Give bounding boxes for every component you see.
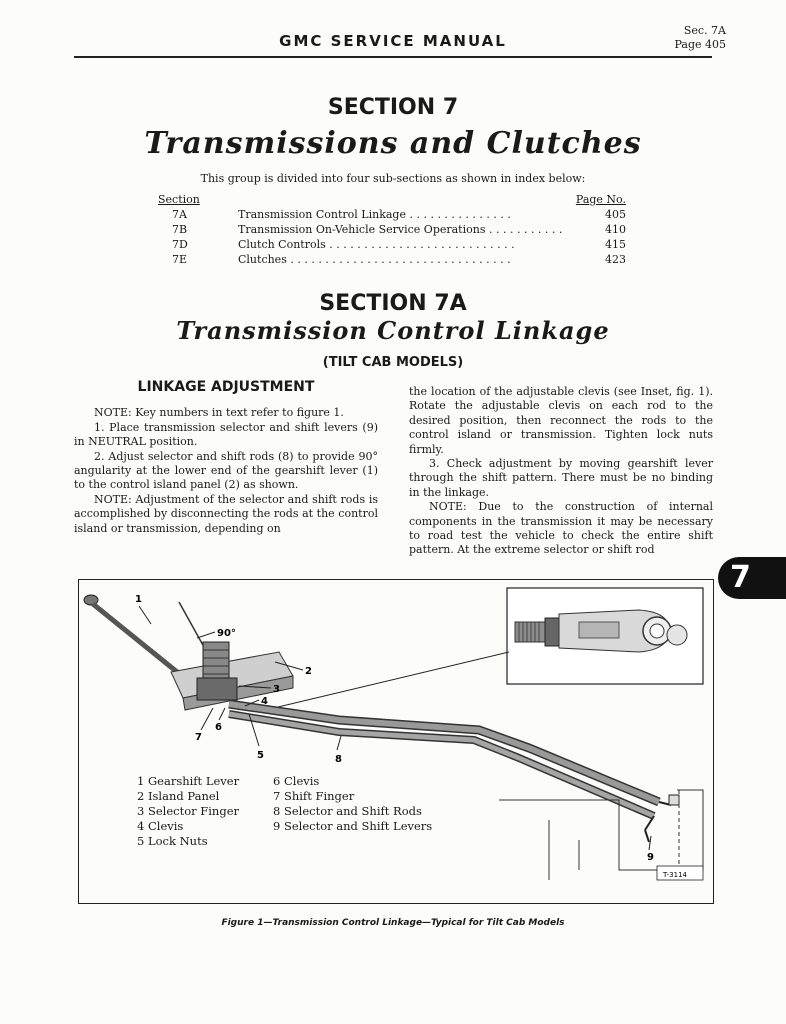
page-ref: Page 405: [674, 38, 726, 51]
index-title: Clutches: [238, 253, 287, 266]
body-left-column: [74, 380, 378, 536]
legend-item: 9 Selector and Shift Levers: [273, 819, 433, 833]
legend-item: 3 Selector Finger: [137, 804, 240, 818]
legend-item: 7 Shift Finger: [273, 789, 355, 803]
index-row: [158, 207, 626, 222]
legend-item: 2 Island Panel: [137, 789, 220, 803]
body-paragraph: 1. Place transmission selector and shift levers (9) in NEUTRAL position.: [74, 420, 378, 449]
body-paragraph: NOTE: Adjustment of the selector and shift rods is accomplished by disconnecting the rods at the control island or transmission, depending on: [74, 492, 378, 535]
index-header-page: Page No.: [575, 192, 626, 206]
section-script-title: Transmissions and Clutches: [144, 126, 642, 161]
callout-6: 6: [215, 722, 222, 733]
index-row: [158, 222, 626, 237]
index-header-section: Section: [158, 192, 200, 206]
callout-2: 2: [305, 666, 312, 677]
legend-item: 8 Selector and Shift Rods: [273, 804, 422, 818]
subsection-script-title: Transmission Control Linkage: [176, 316, 610, 345]
callout-7: 7: [195, 732, 202, 743]
running-title: GMC SERVICE MANUAL: [279, 32, 507, 50]
subsection-title: SECTION 7A: [319, 291, 467, 316]
callout-9: 9: [647, 852, 654, 863]
index-section: 7B: [172, 223, 188, 236]
body-paragraph: 3. Check adjustment by moving gearshift lever through the shift pattern. There must be no binding in the linkage.: [409, 457, 713, 499]
linkage-adjustment-heading: LINKAGE ADJUSTMENT: [137, 379, 315, 395]
body-paragraph: the location of the adjustable clevis (see Inset, fig. 1). Rotate the adjustable clevis on each rod to the desired position, then reconnect the rods to the control island or transmission. Tighten lock nuts firmly.: [409, 385, 713, 456]
index-section: 7D: [172, 238, 188, 251]
island-panel: [171, 642, 293, 710]
body-paragraph: NOTE: Key numbers in text refer to figure 1.: [94, 406, 344, 420]
body-paragraph: 2. Adjust selector and shift rods (8) to provide 90° angularity at the lower end of the gearshift lever (1) to the control island panel (2) as shown.: [74, 449, 378, 492]
illustration-tag: T-3114: [663, 871, 687, 879]
header-rule: [74, 56, 712, 58]
legend-item: 1 Gearshift Lever: [137, 774, 240, 788]
index-entry: Transmission Control Linkage . . . . . . . . . . . . . . .: [238, 208, 511, 221]
legend-item: 5 Lock Nuts: [137, 834, 208, 848]
index-section: 7E: [172, 253, 188, 266]
index-entry: Transmission On-Vehicle Service Operations . . . . . . . . . . .: [238, 223, 563, 236]
body-right-column: [409, 385, 713, 558]
legend-item: 4 Clevis: [137, 819, 184, 833]
callout-3: 3: [273, 684, 280, 695]
angle-label: 90°: [217, 628, 236, 639]
section-ref: Sec. 7A: [683, 24, 726, 37]
figure-caption: Figure 1—Transmission Control Linkage—Typical for Tilt Cab Models: [221, 918, 565, 928]
index-page: 410: [605, 223, 626, 236]
index-title: Transmission On-Vehicle Service Operations: [238, 223, 486, 236]
index-page: 415: [605, 238, 626, 251]
figure-frame: [78, 579, 714, 904]
angle-arc: [197, 632, 215, 638]
callout-4: 4: [261, 696, 268, 707]
index-header-row: [158, 191, 626, 207]
index-row: [158, 252, 626, 267]
section-index-table: [158, 191, 626, 267]
index-entry: Clutches . . . . . . . . . . . . . . . . . . . . . . . . . . . . . . . .: [238, 253, 511, 266]
linkage-illustration: [79, 580, 713, 903]
index-entry: Clutch Controls . . . . . . . . . . . . . . . . . . . . . . . . . . .: [238, 238, 515, 251]
inset-pointer-line: [257, 652, 509, 712]
section-page-reference: [674, 24, 726, 52]
figure-legend-right: [273, 774, 432, 834]
section-tab: 7: [718, 557, 786, 599]
callout-1: 1: [135, 594, 142, 605]
section-title: SECTION 7: [327, 95, 459, 120]
section-intro: This group is divided into four sub-sections as shown in index below:: [200, 172, 586, 185]
figure-legend-left: [137, 774, 239, 849]
index-page: 423: [605, 253, 626, 266]
index-title: Clutch Controls: [238, 238, 326, 251]
index-page: 405: [605, 208, 626, 221]
callout-8: 8: [335, 754, 342, 765]
index-section: 7A: [172, 208, 187, 221]
index-title: Transmission Control Linkage: [238, 208, 406, 221]
subsection-subtitle: (TILT CAB MODELS): [322, 355, 464, 370]
callout-5: 5: [257, 750, 264, 761]
index-row: [158, 237, 626, 252]
body-paragraph: NOTE: Due to the construction of internal components in the transmission it may be necessary to road test the vehicle to check the entire shift pattern. At the extreme selector or shift rod: [409, 500, 713, 557]
legend-item: 6 Clevis: [273, 774, 320, 788]
